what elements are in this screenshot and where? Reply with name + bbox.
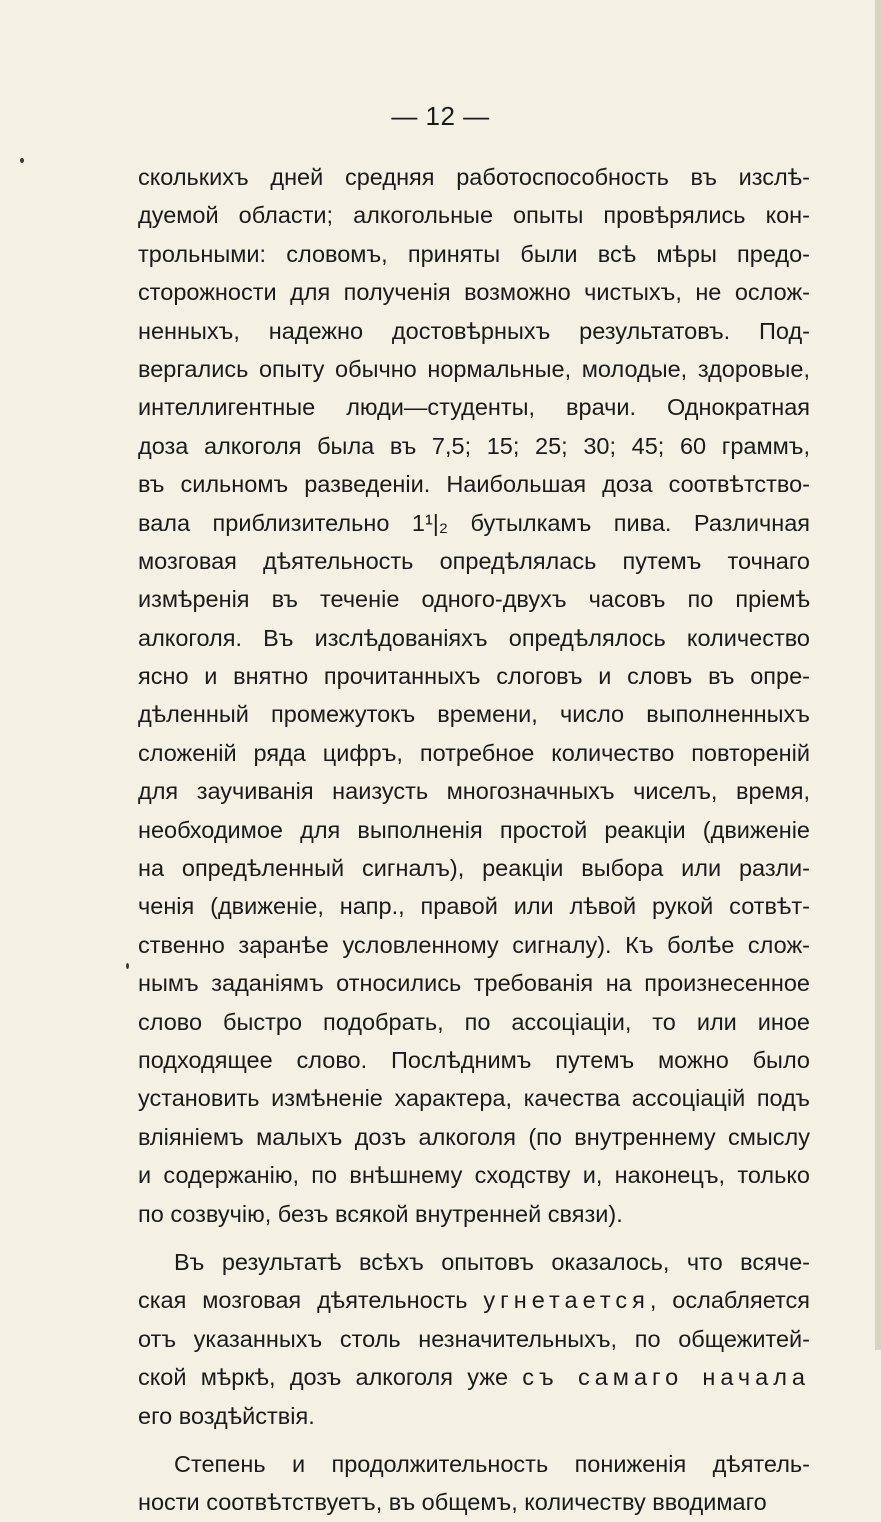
text-line: слово быстро подобрать, по ассоціаціи, то или иное: [138, 1008, 810, 1035]
text-line: ности соотвѣтствуетъ, въ общемъ, количеству вводимаго: [138, 1489, 767, 1516]
body-text: [138, 158, 810, 1522]
paper-speck: [126, 963, 129, 969]
text-line: сколькихъ дней средняя работоспособность въ изслѣ-: [138, 164, 810, 190]
text-line: его воздѣйствія.: [138, 1402, 315, 1429]
text-line: для заучиванія наизусть многозначныхъ чиселъ, время,: [138, 778, 810, 805]
page-edge: [875, 0, 881, 1350]
emphasis-text: угнетается: [483, 1287, 650, 1314]
page-number: — 12 —: [391, 101, 490, 131]
text-line: въ сильномъ разведеніи. Наибольшая доза соотвѣтство-: [138, 471, 810, 498]
text-line: сторожности для полученія возможно чистыхъ, не ослож-: [138, 279, 810, 306]
text-line: трольными: словомъ, приняты были всѣ мѣры предо-: [138, 240, 810, 267]
paper-speck: [20, 158, 24, 163]
text-line: дѣленный промежутокъ времени, число выполненныхъ: [138, 701, 810, 728]
text-line: вала приблизительно 1¹|₂ бутылкамъ пива. Различная: [138, 509, 810, 536]
paragraph: [138, 158, 810, 1233]
text-line: алкоголя. Въ изслѣдованіяхъ опредѣлялось количество: [138, 624, 810, 651]
text-line: необходимое для выполненія простой реакціи (движеніе: [138, 816, 810, 843]
text-line: по созвучію, безъ всякой внутренней связи).: [138, 1200, 623, 1227]
text-line: ненныхъ, надежно достовѣрныхъ результатовъ. Под-: [138, 317, 810, 344]
text-line: мозговая дѣятельность опредѣлялась путемъ точнаго: [138, 547, 810, 574]
text-line: установить измѣненіе характера, качества ассоціацій подъ: [138, 1085, 810, 1112]
text-line: вліяніемъ малыхъ дозъ алкоголя (по внутреннему смыслу: [138, 1123, 810, 1150]
text-line: ской мѣркѣ, дозъ алкоголя уже съ самаго начала: [138, 1364, 811, 1391]
text-line: отъ указанныхъ столь незначительныхъ, по общежитей-: [138, 1325, 810, 1352]
text-line: ская мозговая дѣятельность угнетается, ослабляется: [138, 1287, 810, 1314]
text-line: Въ результатѣ всѣхъ опытовъ оказалось, что всяче-: [174, 1248, 810, 1275]
text-line: ясно и внятно прочитанныхъ слоговъ и словъ въ опре-: [138, 663, 810, 690]
text-line: Степень и продолжительность пониженія дѣятель-: [174, 1450, 810, 1477]
paragraph: [138, 1445, 810, 1522]
text-line: подходящее слово. Послѣднимъ путемъ можно было: [138, 1046, 810, 1073]
text-line: и содержанію, по внѣшнему сходству и, наконецъ, только: [138, 1162, 810, 1189]
emphasis-text: съ самаго начала: [522, 1364, 811, 1391]
text-line: нымъ заданіямъ относились требованія на произнесенное: [138, 970, 810, 997]
text-line: доза алкоголя была въ 7,5; 15; 25; 30; 45; 60 граммъ,: [138, 432, 810, 459]
text-line: на опредѣленный сигналъ), реакціи выбора или разли-: [138, 855, 810, 882]
text-line: вергались опыту обычно нормальные, молодые, здоровые,: [138, 355, 810, 382]
text-line: сложеній ряда цифръ, потребное количество повтореній: [138, 739, 810, 766]
text-line: дуемой области; алкогольные опыты провѣрялись кон-: [138, 202, 810, 229]
text-line: измѣренія въ теченіе одного-двухъ часовъ по пріемѣ: [138, 586, 810, 613]
text-line: интеллигентные люди—студенты, врачи. Однократная: [138, 394, 810, 421]
paragraph: [138, 1243, 810, 1435]
text-line: ченія (движеніе, напр., правой или лѣвой рукой сотвѣт-: [138, 893, 810, 920]
text-line: ственно заранѣе условленному сигналу). Къ болѣе слож-: [138, 931, 810, 958]
